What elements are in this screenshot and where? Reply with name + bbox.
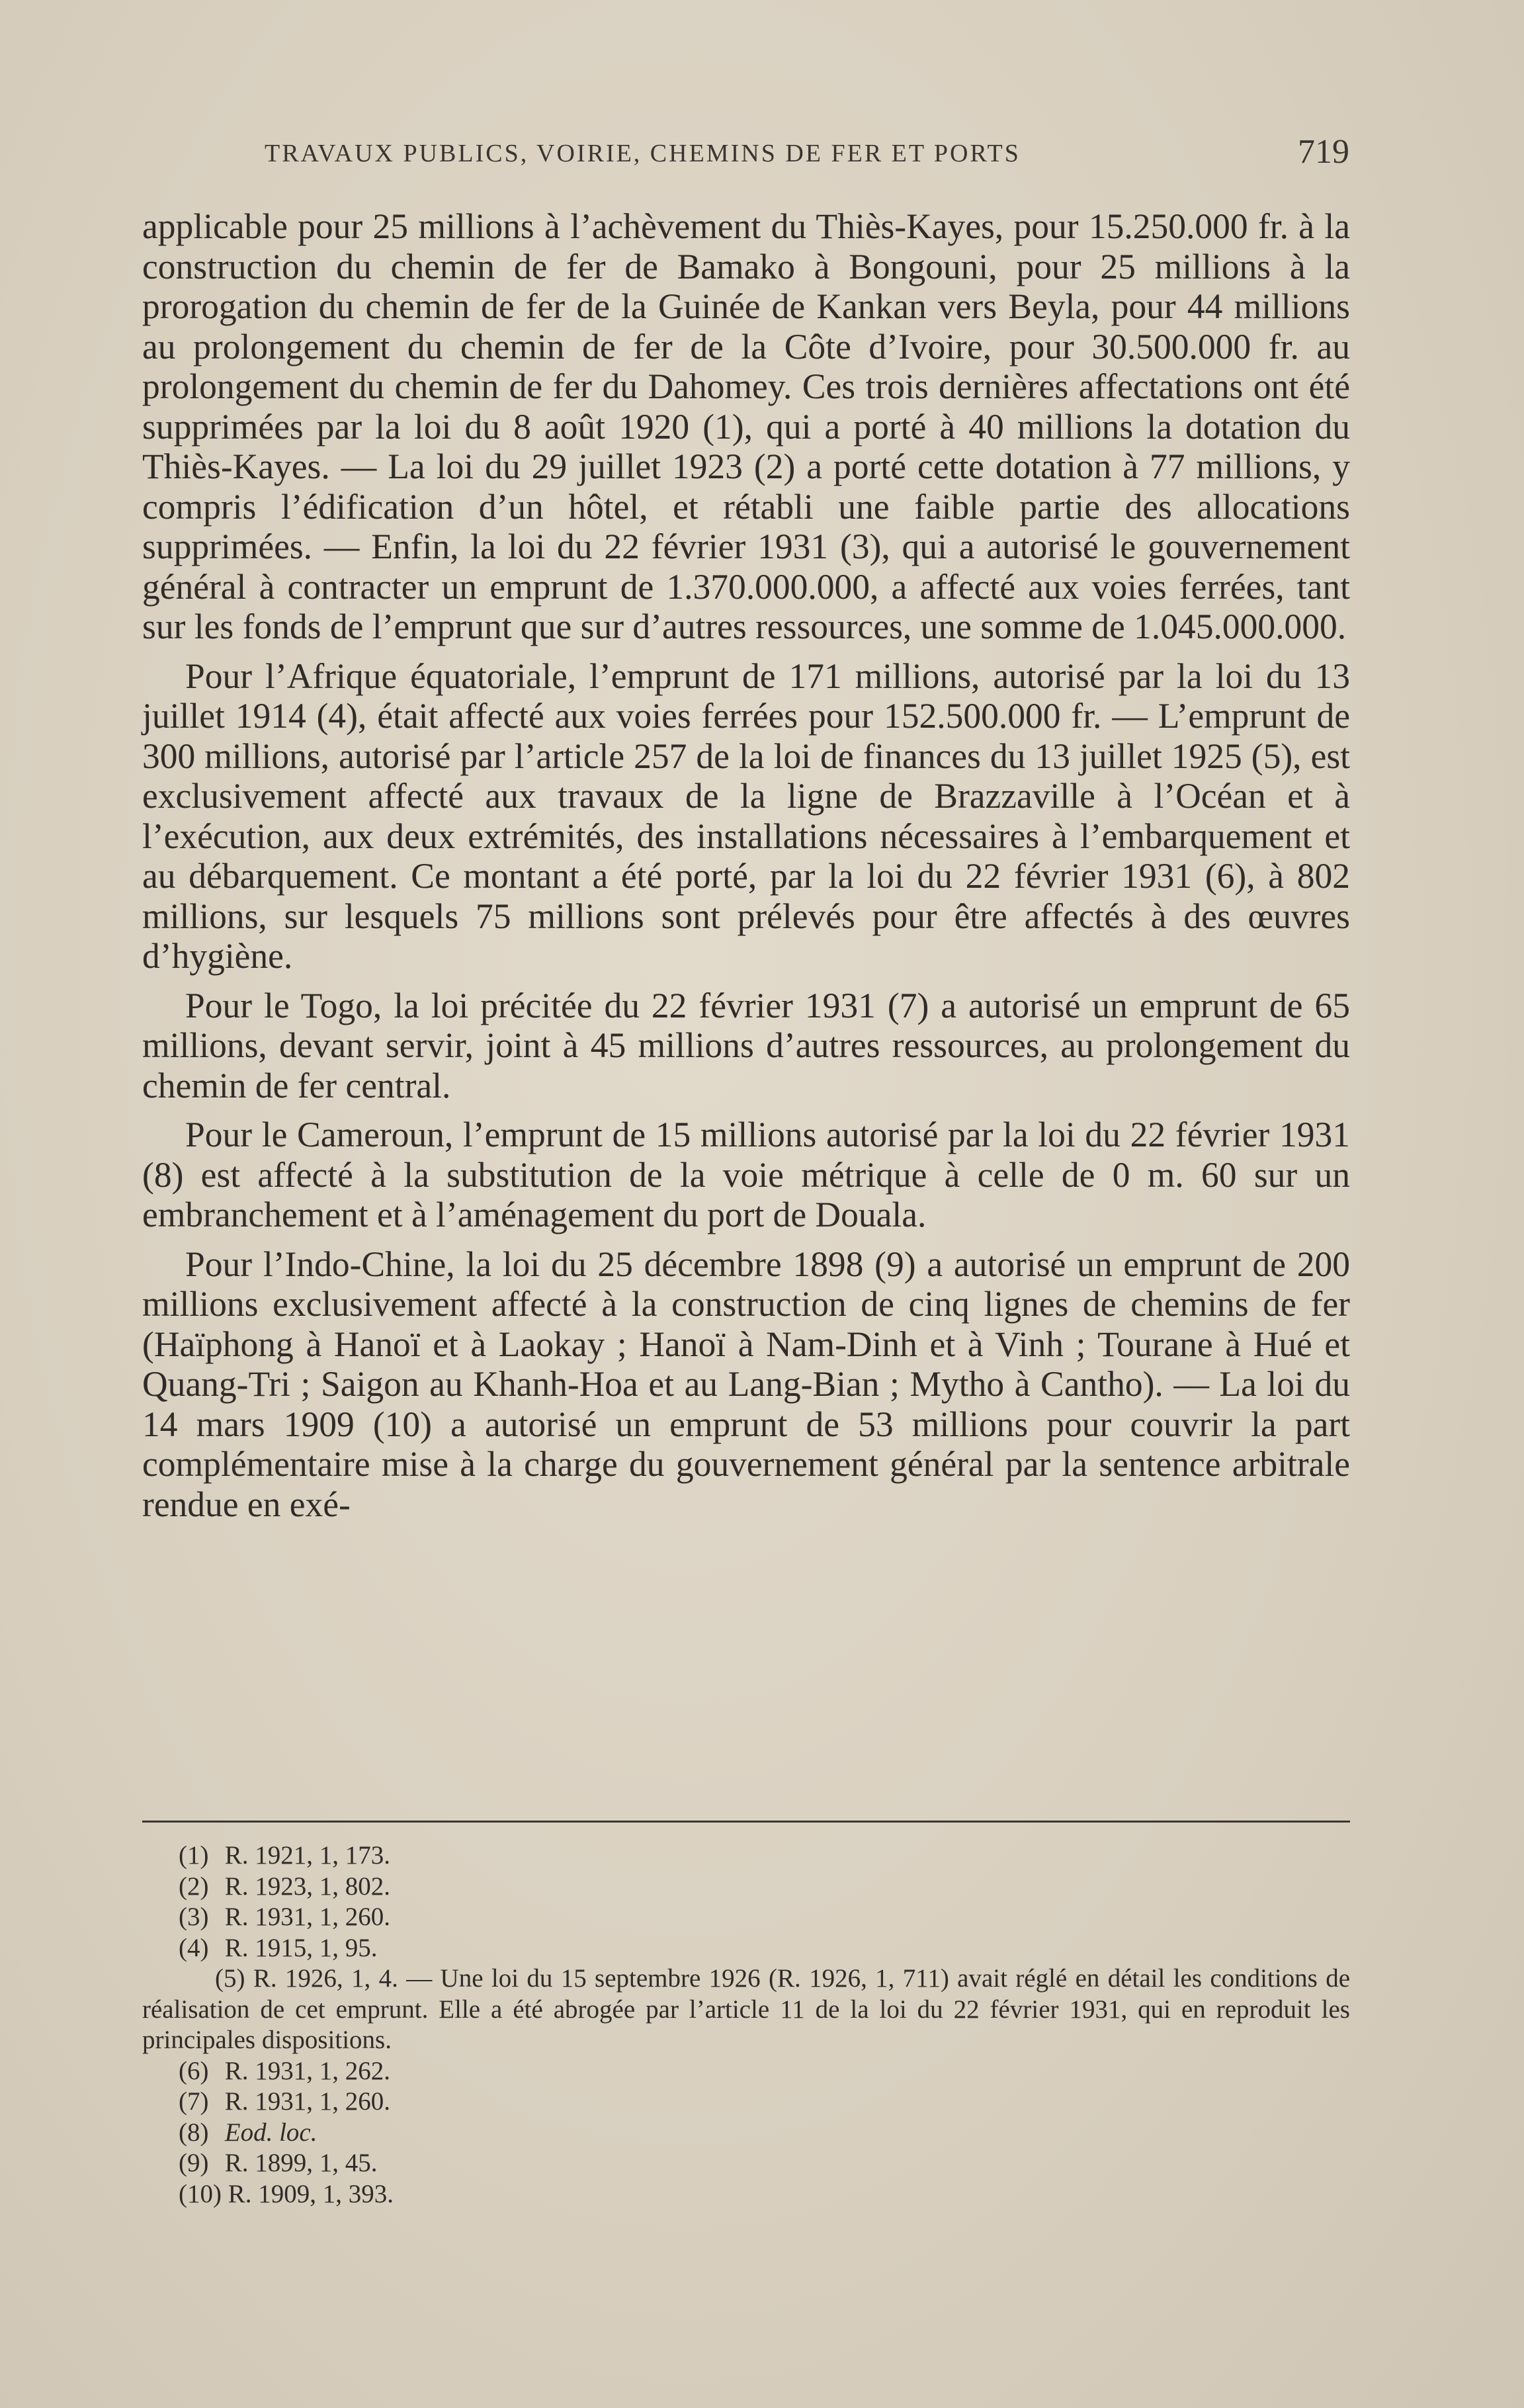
footnote-number: (4) <box>179 1933 209 1962</box>
paragraph-afrique-equatoriale: Pour l’Afrique équatoriale, l’emprunt de 171 millions, autorisé par la loi du 13 juillet 1914 (4), était affecté aux voies ferrées pour 152.500.000 fr. — L’emprunt de 300 millions, autorisé par l’article 257 de la loi de finances du 13 juillet 1925 (5), est exclusivement affecté aux travaux de la ligne de Brazzaville à l’Océan et à l’exécution, aux deux extrémités, des installations nécessaires à l’embarquement et au débarquement. Ce montant a été porté, par la loi du 22 février 1931 (6), à 802 millions, sur lesquels 75 millions sont prélevés pour être affectés à des œuvres d’hygiène. <box>142 656 1350 976</box>
footnote-text: R. 1931, 1, 262. <box>224 2056 391 2085</box>
footnote-text: R. 1931, 1, 260. <box>224 1903 391 1931</box>
footnote-3 <box>142 1902 1350 1933</box>
footnote-text: R. 1921, 1, 173. <box>224 1841 391 1870</box>
footnote-number: (10) <box>179 2179 222 2208</box>
footnote-5 <box>142 1963 1350 2056</box>
footnote-text: Eod. loc. <box>224 2118 318 2147</box>
footnote-number: (6) <box>179 2056 209 2085</box>
footnote-2 <box>142 1871 1350 1903</box>
paragraph-indo-chine: Pour l’Indo-Chine, la loi du 25 décembre 1898 (9) a autorisé un emprunt de 200 millions exclusivement affecté à la construction de cinq lignes de chemins de fer (Haïphong à Hanoï et à Laokay ; Hanoï à Nam-Dinh et à Vinh ; Tourane à Hué et Quang-Tri ; Saigon au Khanh-Hoa et au Lang-Bian ; Mytho à Cantho). — La loi du 14 mars 1909 (10) a autorisé un emprunt de 53 millions pour couvrir la part complémentaire mise à la charge du gouvernement général par la sentence arbitrale rendue en exé- <box>142 1244 1350 1524</box>
footnotes <box>142 1840 1350 2210</box>
footnote-text: R. 1923, 1, 802. <box>224 1871 391 1901</box>
footnote-text: R. 1899, 1, 45. <box>224 2149 378 2177</box>
footnote-number: (7) <box>179 2087 209 2116</box>
paragraph-togo: Pour le Togo, la loi précitée du 22 février 1931 (7) a autorisé un emprunt de 65 millions, devant servir, joint à 45 millions d’autres ressources, au prolongement du chemin de fer central. <box>142 985 1350 1105</box>
footnote-6 <box>142 2056 1350 2087</box>
footnote-text: R. 1926, 1, 4. — Une loi du 15 septembre 1926 (R. 1926, 1, 711) avait réglé en détail les conditions de réalisation de cet emprunt. Elle a été abrogée par l’article 11 de la loi du 22 février 1931, qui en reproduit les principales dispositions. <box>142 1964 1350 2054</box>
footnote-7 <box>142 2086 1350 2118</box>
footnote-8 <box>142 2118 1350 2149</box>
paragraph-continued: applicable pour 25 millions à l’achèvement du Thiès-Kayes, pour 15.250.000 fr. à la construction du chemin de fer de Bamako à Bongouni, pour 25 millions à la prorogation du chemin de fer de la Guinée de Kankan vers Beyla, pour 44 millions au prolongement du chemin de fer de la Côte d’Ivoire, pour 30.500.000 fr. au prolongement du chemin de fer du Dahomey. Ces trois dernières affectations ont été supprimées par la loi du 8 août 1920 (1), qui a porté à 40 millions la dotation du Thiès-Kayes. — La loi du 29 juillet 1923 (2) a porté cette dotation à 77 millions, y compris l’édification d’un hôtel, et rétabli une faible partie des allocations supprimées. — Enfin, la loi du 22 février 1931 (3), qui a autorisé le gouvernement général à contracter un emprunt de 1.370.000.000, a affecté aux voies ferrées, tant sur les fonds de l’emprunt que sur d’autres ressources, une somme de 1.045.000.000. <box>142 206 1350 646</box>
footnote-text: R. 1931, 1, 260. <box>224 2087 391 2116</box>
footnote-text: R. 1909, 1, 393. <box>228 2179 394 2208</box>
footnote-1 <box>142 1840 1350 1871</box>
body-text <box>142 206 1350 1524</box>
paragraph-cameroun: Pour le Cameroun, l’emprunt de 15 millions autorisé par la loi du 22 février 1931 (8) est affecté à la substitution de la voie métrique à celle de 0 m. 60 sur un embranchement et à l’aménagement du port de Douala. <box>142 1115 1350 1234</box>
footnote-4 <box>142 1933 1350 1964</box>
running-title: TRAVAUX PUBLICS, VOIRIE, CHEMINS DE FER ET PORTS <box>265 140 1021 167</box>
footnote-number: (2) <box>179 1871 209 1901</box>
footnote-number: (8) <box>179 2118 209 2147</box>
footnote-number: (3) <box>179 1903 209 1931</box>
page-number: 719 <box>1298 133 1349 171</box>
footnote-9 <box>142 2148 1350 2179</box>
footnote-number: (9) <box>179 2149 209 2177</box>
footnote-text: R. 1915, 1, 95. <box>224 1933 378 1962</box>
footnote-10 <box>142 2179 1350 2210</box>
page-header <box>265 132 1349 179</box>
footnote-number: (5) <box>215 1964 245 1993</box>
footnote-divider <box>142 1821 1350 1823</box>
footnote-number: (1) <box>179 1841 209 1870</box>
